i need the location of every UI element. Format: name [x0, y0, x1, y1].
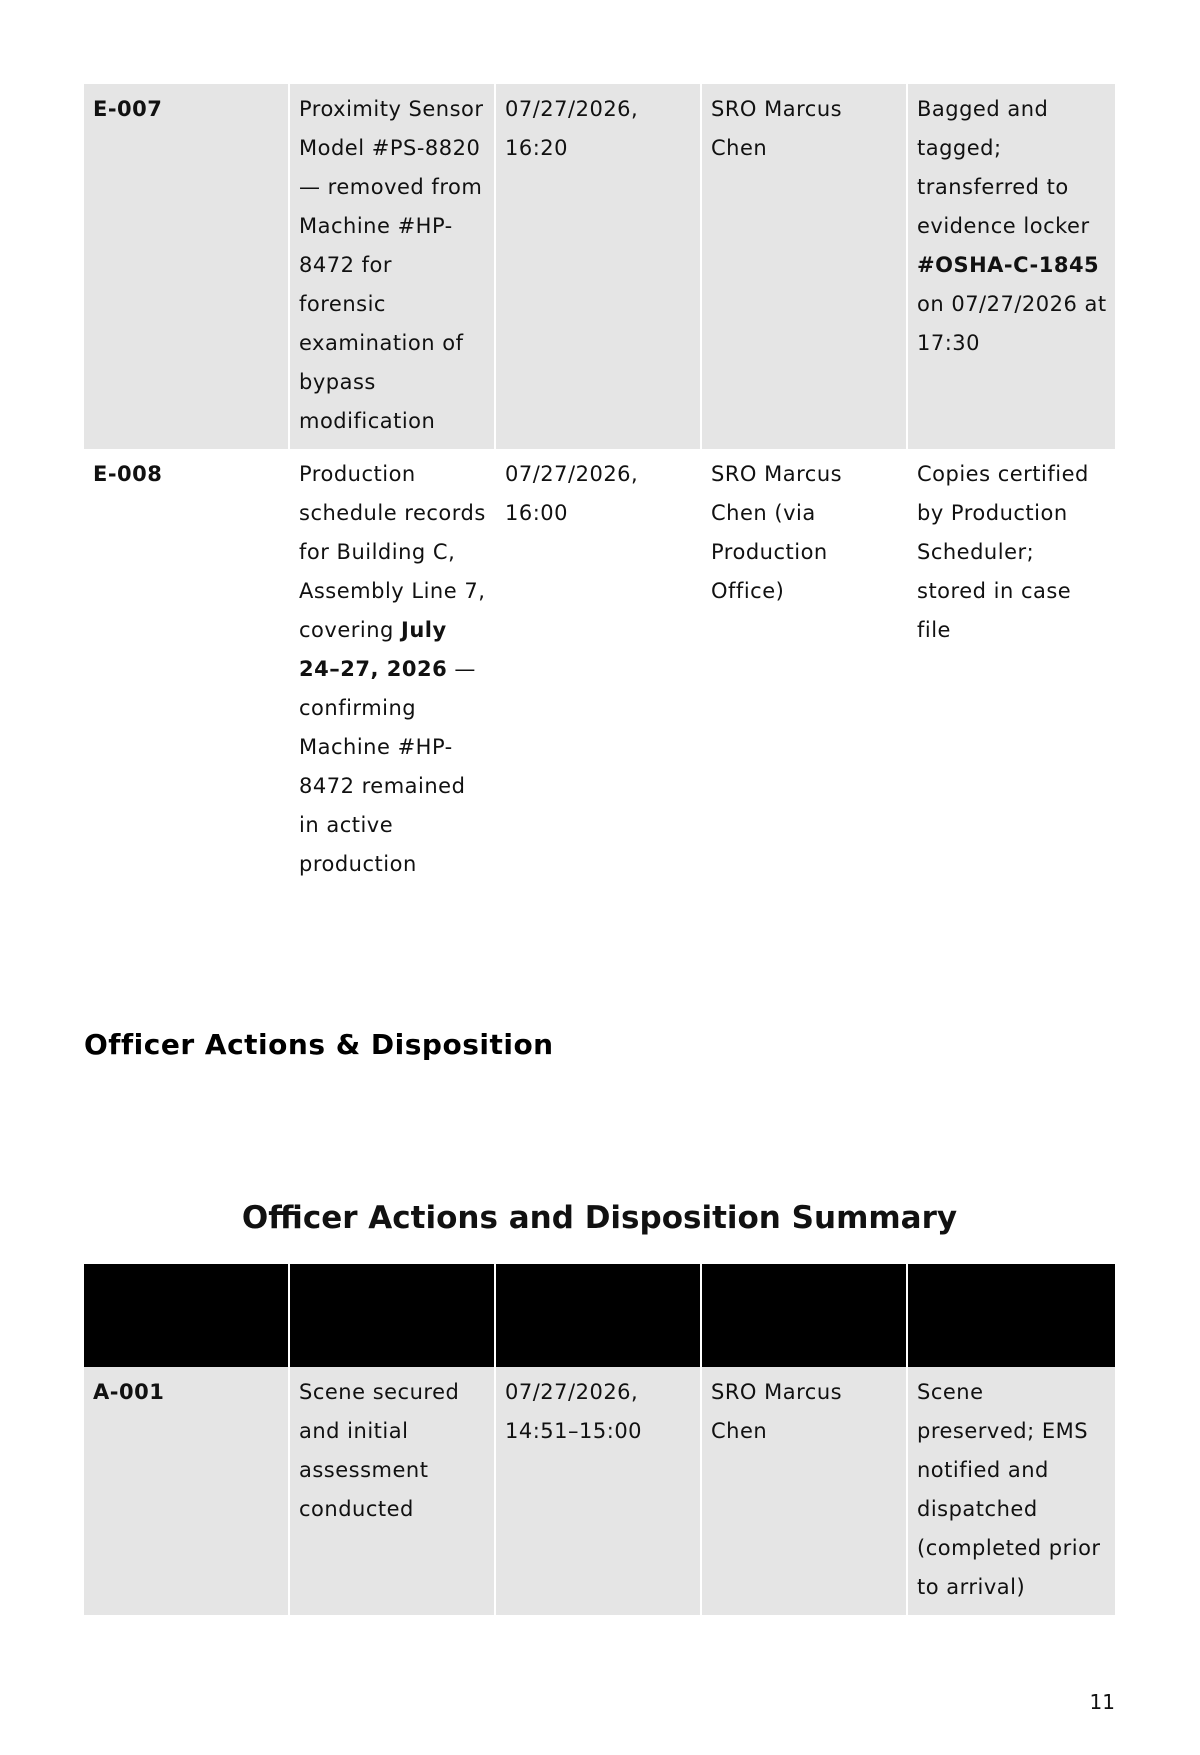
evidence-disposition: Copies certified by Production Scheduler; stored in case file	[907, 449, 1115, 892]
table-row	[84, 1367, 1115, 1615]
evidence-description	[289, 449, 495, 892]
evidence-id: E-007	[84, 84, 289, 449]
table-header-cell	[907, 1264, 1115, 1367]
evidence-description: Proximity Sensor Model #PS-8820 — removed from Machine #HP-8472 for forensic examination of bypass modification	[289, 84, 495, 449]
table-header-cell	[701, 1264, 907, 1367]
description-text: Production schedule records for Building C, Assembly Line 7, covering	[299, 462, 486, 642]
table-header-row	[84, 1264, 1115, 1367]
evidence-disposition	[907, 84, 1115, 449]
evidence-collected-by: SRO Marcus Chen (via Production Office)	[701, 449, 907, 892]
action-datetime: 07/27/2026, 14:51–15:00	[495, 1367, 701, 1615]
evidence-locker-id: #OSHA-C-1845	[917, 253, 1100, 277]
table-row	[84, 84, 1115, 449]
action-description: Scene secured and initial assessment conducted	[289, 1367, 495, 1615]
description-text-end: — confirming Machine #HP-8472 remained in active production	[299, 657, 476, 876]
table-header-cell	[289, 1264, 495, 1367]
evidence-id: E-008	[84, 449, 289, 892]
evidence-datetime: 07/27/2026, 16:20	[495, 84, 701, 449]
section-heading: Officer Actions & Disposition	[84, 1028, 554, 1061]
action-outcome: Scene preserved; EMS notified and dispatched (completed prior to arrival)	[907, 1367, 1115, 1615]
action-id: A-001	[84, 1367, 289, 1615]
disposition-text: Bagged and tagged; transferred to evidence locker	[917, 97, 1090, 238]
action-officer: SRO Marcus Chen	[701, 1367, 907, 1615]
evidence-datetime: 07/27/2026, 16:00	[495, 449, 701, 892]
description-date-range: July 24–27, 2026	[299, 618, 448, 681]
evidence-collected-by: SRO Marcus Chen	[701, 84, 907, 449]
table-row	[84, 449, 1115, 892]
table-header-cell	[495, 1264, 701, 1367]
evidence-table	[84, 84, 1115, 892]
actions-table	[84, 1264, 1115, 1615]
table-caption: Officer Actions and Disposition Summary	[241, 1200, 958, 1236]
disposition-text-end: on 07/27/2026 at 17:30	[917, 292, 1107, 355]
page-number: 11	[1089, 1690, 1115, 1714]
table-header-cell	[84, 1264, 289, 1367]
